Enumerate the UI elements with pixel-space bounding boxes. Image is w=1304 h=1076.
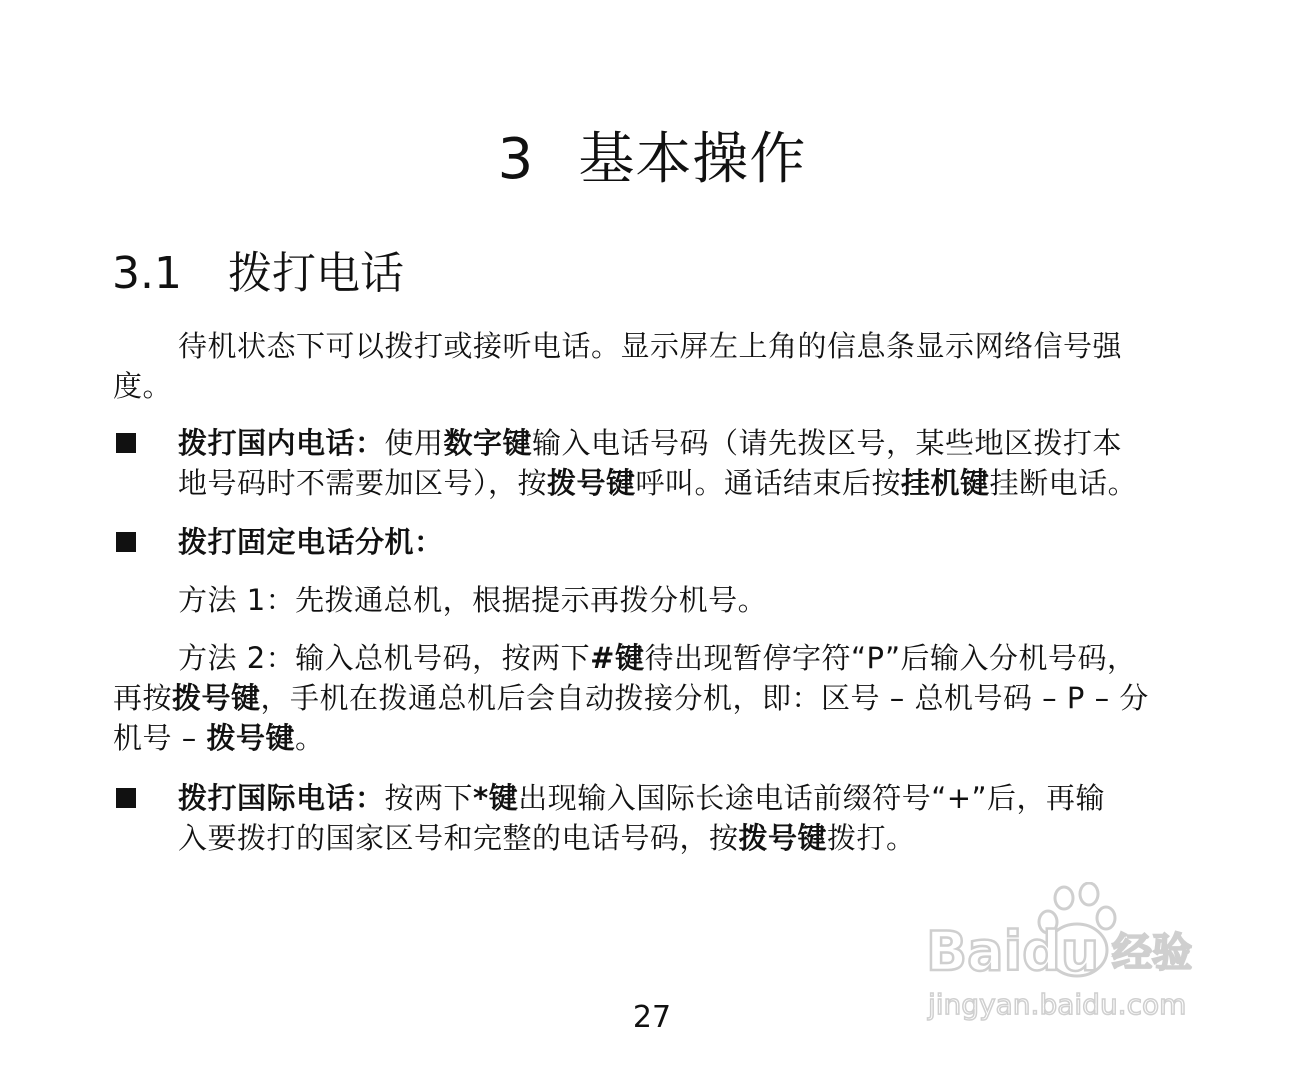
key-term: 数字键 <box>443 426 533 460</box>
text-span: 使用 <box>384 426 444 460</box>
extension-method-2-line-2 <box>113 678 1149 718</box>
watermark-brand-cn: 经验 <box>1112 930 1192 976</box>
paw-toe-icon <box>1080 883 1098 905</box>
chapter-title <box>0 125 1304 195</box>
text-span: 出现输入国际长途电话前缀符号“+”后，再输 <box>518 781 1106 815</box>
key-term: 挂机键 <box>901 466 990 500</box>
section-title-text: 拨打电话 <box>228 248 404 299</box>
baidu-watermark-logo <box>924 882 1224 1032</box>
text-span: 方法 2：输入总机号码，按两下 <box>178 641 591 675</box>
international-line-1 <box>178 778 1105 818</box>
text-span: 待出现暂停字符“P”后输入分机号码， <box>644 641 1137 675</box>
domestic-label: 拨打国内电话： <box>178 426 385 460</box>
text-span: 呼叫。通话结束后按 <box>635 466 902 500</box>
bullet-square-icon <box>116 788 136 808</box>
section-heading <box>112 246 404 302</box>
text-span: 输入电话号码（请先拨区号，某些地区拨打本 <box>532 426 1123 460</box>
bullet-square-icon <box>116 433 136 453</box>
intro-line-1: 待机状态下可以拨打或接听电话。显示屏左上角的信息条显示网络信号强 <box>178 329 1123 363</box>
text-span: 再按 <box>113 681 173 715</box>
chapter-title-text: 基本操作 <box>578 127 807 192</box>
international-label: 拨打国际电话： <box>178 781 385 815</box>
watermark-brand: Baidu <box>926 920 1100 983</box>
text-span: 拨打。 <box>827 821 916 855</box>
paw-toe-icon <box>1055 887 1073 909</box>
domestic-line-1 <box>178 423 1122 463</box>
text-span: ，手机在拨通总机后会自动拨接分机，即：区号 – 总机号码 – P – 分 <box>260 681 1149 715</box>
key-term: 拨号键 <box>206 721 295 755</box>
text-span: 地号码时不需要加区号），按 <box>178 466 548 500</box>
bullet-square-icon <box>116 532 136 552</box>
key-term: *键 <box>473 781 519 815</box>
extension-method-1: 方法 1：先拨通总机，根据提示再拨分机号。 <box>178 583 768 617</box>
text-span: 按两下 <box>384 781 474 815</box>
text-span: 挂断电话。 <box>989 466 1138 500</box>
key-term: #键 <box>590 641 645 675</box>
intro-line-2: 度。 <box>113 369 173 403</box>
text-span: 。 <box>294 721 325 755</box>
domestic-line-2 <box>178 463 1137 503</box>
paw-toe-icon <box>1097 907 1115 929</box>
key-term: 拨号键 <box>547 466 636 500</box>
section-number: 3.1 <box>112 248 182 299</box>
international-line-2 <box>178 818 916 858</box>
page-number: 27 <box>632 1000 672 1035</box>
key-term: 拨号键 <box>738 821 828 855</box>
text-span: 入要拨打的国家区号和完整的电话号码，按 <box>178 821 739 855</box>
watermark-url: jingyan.baidu.com <box>928 988 1187 1021</box>
key-term: 拨号键 <box>172 681 261 715</box>
extension-method-2-line-1 <box>178 638 1137 678</box>
extension-method-2-line-3 <box>113 718 324 758</box>
chapter-number: 3 <box>497 127 535 192</box>
text-span: 机号 – <box>113 721 207 755</box>
extension-label: 拨打固定电话分机： <box>178 525 444 559</box>
